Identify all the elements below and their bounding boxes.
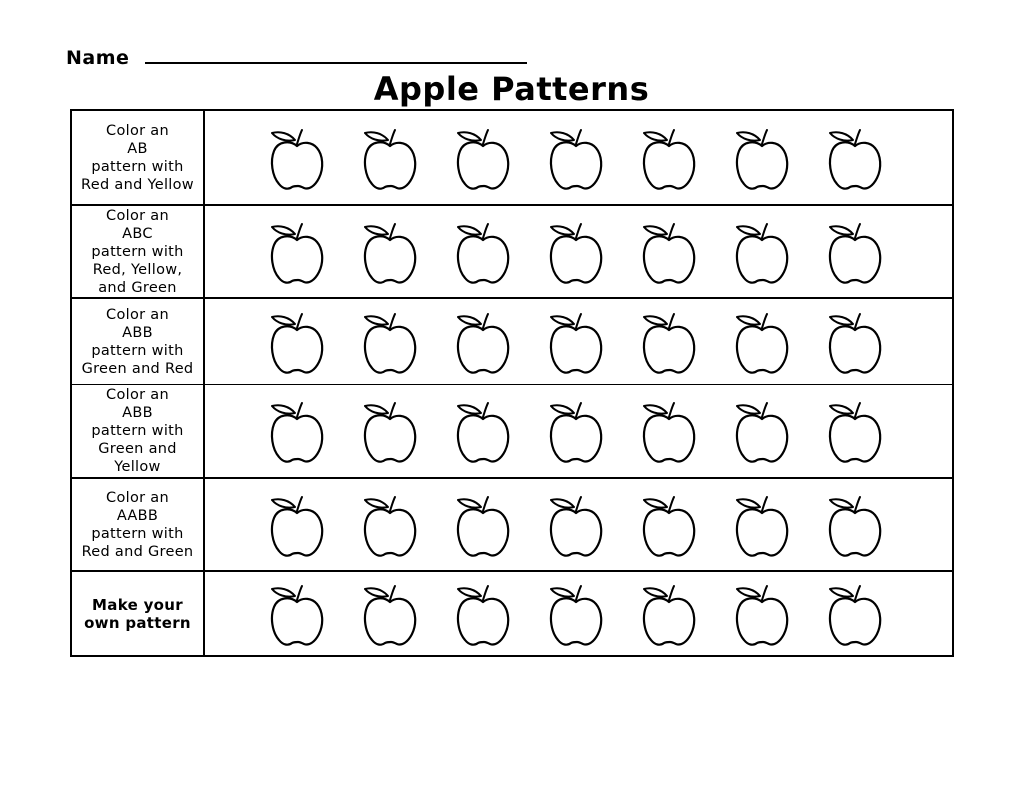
apple-outline-icon[interactable]: [548, 491, 604, 559]
apple-outline-icon[interactable]: [641, 218, 697, 286]
apple-outline-icon[interactable]: [641, 124, 697, 192]
apple-outline-icon[interactable]: [734, 491, 790, 559]
instruction-line: Yellow: [114, 459, 161, 475]
apple-outline-icon[interactable]: [641, 580, 697, 648]
instruction-line: Color an: [106, 387, 169, 403]
apple-strip: [205, 206, 952, 298]
instruction-line: pattern with: [91, 158, 184, 175]
apple-outline-icon[interactable]: [827, 397, 883, 465]
apple-outline-icon[interactable]: [548, 218, 604, 286]
instruction-line: Green and: [98, 441, 177, 457]
apple-outline-icon[interactable]: [269, 397, 325, 465]
apple-outline-icon[interactable]: [455, 308, 511, 376]
apple-outline-icon[interactable]: [362, 308, 418, 376]
apple-outline-icon[interactable]: [455, 491, 511, 559]
apple-strip: [205, 299, 952, 384]
pattern-row: [72, 204, 952, 298]
apple-outline-icon[interactable]: [641, 308, 697, 376]
pattern-row: [72, 111, 952, 204]
apple-outline-icon[interactable]: [362, 218, 418, 286]
instruction-line: AB: [127, 140, 148, 157]
apple-outline-icon[interactable]: [269, 491, 325, 559]
instruction-line: Color an: [106, 208, 169, 224]
apple-outline-icon[interactable]: [362, 124, 418, 192]
apple-outline-icon[interactable]: [734, 397, 790, 465]
instruction-line: ABB: [122, 405, 153, 421]
apple-outline-icon[interactable]: [362, 580, 418, 648]
apple-outline-icon[interactable]: [827, 308, 883, 376]
apple-strip: [205, 111, 952, 204]
name-field[interactable]: [66, 46, 527, 69]
apple-outline-icon[interactable]: [548, 124, 604, 192]
apple-outline-icon[interactable]: [827, 218, 883, 286]
row-instructions: [72, 572, 205, 655]
apple-outline-icon[interactable]: [827, 491, 883, 559]
row-instructions: [72, 206, 205, 298]
instruction-line: Color an: [106, 489, 169, 506]
page-title: Apple Patterns: [373, 70, 650, 108]
apple-outline-icon[interactable]: [548, 397, 604, 465]
apple-outline-icon[interactable]: [734, 218, 790, 286]
apple-outline-icon[interactable]: [455, 124, 511, 192]
apple-outline-icon[interactable]: [827, 124, 883, 192]
instruction-line: own pattern: [84, 613, 191, 632]
pattern-row: [72, 297, 952, 384]
row-instructions: [72, 111, 205, 204]
apple-outline-icon[interactable]: [548, 580, 604, 648]
apple-strip: [205, 385, 952, 477]
apple-strip: [205, 479, 952, 570]
row-instructions: [72, 385, 205, 477]
instruction-line: Make your: [92, 595, 183, 614]
instruction-line: Red and Yellow: [81, 176, 194, 193]
instruction-line: Color an: [106, 306, 169, 323]
pattern-row: [72, 477, 952, 570]
apple-outline-icon[interactable]: [455, 397, 511, 465]
apple-outline-icon[interactable]: [362, 491, 418, 559]
instruction-line: Green and Red: [81, 360, 194, 377]
instruction-line: pattern with: [91, 423, 184, 439]
instruction-line: pattern with: [91, 525, 184, 542]
name-label: Name: [66, 47, 130, 69]
apple-outline-icon[interactable]: [641, 397, 697, 465]
apple-outline-icon[interactable]: [827, 580, 883, 648]
apple-outline-icon[interactable]: [548, 308, 604, 376]
instruction-line: pattern with: [91, 244, 184, 260]
row-instructions: [72, 479, 205, 570]
pattern-row: [72, 570, 952, 655]
pattern-row: [72, 384, 952, 477]
instruction-line: Red and Green: [81, 543, 194, 560]
apple-outline-icon[interactable]: [269, 124, 325, 192]
apple-outline-icon[interactable]: [641, 491, 697, 559]
instruction-line: pattern with: [91, 342, 184, 359]
instruction-line: AABB: [116, 507, 159, 524]
apple-outline-icon[interactable]: [455, 218, 511, 286]
apple-outline-icon[interactable]: [734, 580, 790, 648]
instruction-line: Red, Yellow,: [92, 262, 183, 278]
apple-outline-icon[interactable]: [734, 124, 790, 192]
row-instructions: [72, 299, 205, 384]
pattern-table: [70, 109, 954, 657]
name-blank-line[interactable]: [145, 46, 527, 64]
apple-outline-icon[interactable]: [269, 308, 325, 376]
instruction-line: ABC: [122, 226, 153, 242]
apple-outline-icon[interactable]: [455, 580, 511, 648]
instruction-line: Color an: [106, 122, 169, 139]
apple-outline-icon[interactable]: [734, 308, 790, 376]
apple-outline-icon[interactable]: [269, 580, 325, 648]
apple-strip: [205, 572, 952, 655]
instruction-line: and Green: [98, 280, 177, 296]
apple-outline-icon[interactable]: [362, 397, 418, 465]
apple-outline-icon[interactable]: [269, 218, 325, 286]
instruction-line: ABB: [122, 324, 153, 341]
